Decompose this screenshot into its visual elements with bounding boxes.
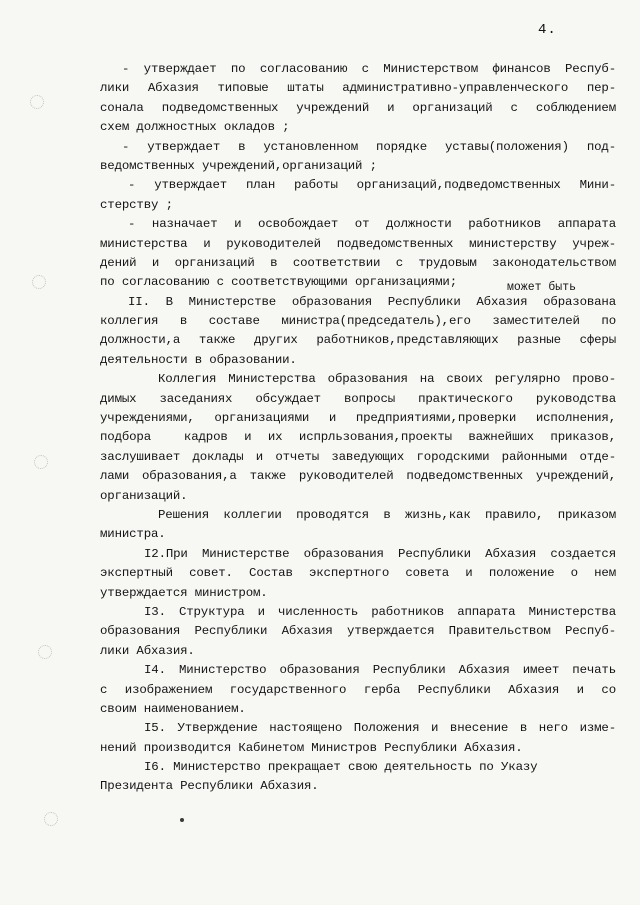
page-number: 4. xyxy=(538,22,557,38)
text-line: I6. Министерство прекращает свою деятельность по Указу xyxy=(144,760,538,775)
text-line: лами образования,а также руководителей подведомственных учреждений, xyxy=(100,469,616,484)
text-line: - утверждает план работы организаций,подведомственных Мини- xyxy=(128,178,616,193)
punch-hole-mark xyxy=(38,645,52,659)
text-line: должности,а также других работников,представляющих разные сферы xyxy=(100,333,616,348)
punch-hole-mark xyxy=(44,812,58,826)
text-line: заслушивает доклады и отчеты заведующих городскими районными отде- xyxy=(100,449,616,464)
handwritten-insertion-note: может быть xyxy=(507,281,577,294)
text-line: Решения коллегии проводятся в жизнь,как правило, приказом xyxy=(158,507,616,522)
text-line: деятельности в образовании. xyxy=(100,352,297,367)
text-line: экспертный совет. Состав экспертного совета и положение о нем xyxy=(100,566,616,581)
text-line: утверждается министром. xyxy=(100,585,268,600)
text-line: учреждениями, организациями и предприятиями,проверки исполнения, xyxy=(100,411,616,426)
text-line: организаций. xyxy=(100,488,188,503)
text-line: Президента Республики Абхазия. xyxy=(100,779,319,794)
text-line: I2.При Министерстве образования Республики Абхазия создается xyxy=(144,546,616,561)
punch-hole-mark xyxy=(32,275,46,289)
text-line: лики Абхазия. xyxy=(100,643,195,658)
text-line: образования Республики Абхазия утверждается Правительством Респуб- xyxy=(100,624,616,639)
text-line: I3. Структура и численность работников аппарата Министерства xyxy=(144,604,616,619)
text-line: стерству ; xyxy=(100,197,173,212)
text-line: лики Абхазия типовые штаты административно-управленческого пер- xyxy=(100,81,616,96)
text-line: с изображением государственного герба Республики Абхазия и со xyxy=(100,682,616,697)
text-line: димых заседаниях обсуждает вопросы практического руководства xyxy=(100,391,616,406)
text-line: - утверждает в установленном порядке уставы(положения) под- xyxy=(122,139,616,154)
text-line: дений и организаций в соответствии с трудовым законодательством xyxy=(100,255,616,270)
text-line: I5. Утверждение настоящено Положения и внесение в него изме- xyxy=(144,721,616,736)
text-line: Коллегия Министерства образования на своих регулярно прово- xyxy=(158,372,616,387)
text-line: - назначает и освобождает от должности работников аппарата xyxy=(128,217,616,232)
text-line: схем должностных окладов ; xyxy=(100,120,290,135)
text-line: коллегия в составе министра(председатель),его заместителей по xyxy=(100,314,616,329)
ink-dot xyxy=(180,818,184,822)
punch-hole-mark xyxy=(30,95,44,109)
text-line: министра. xyxy=(100,527,166,542)
text-line: по согласованию с соответствующими организациями; xyxy=(100,275,457,290)
text-line: II. В Министерстве образования Республики Абхазия образована xyxy=(128,294,616,309)
text-line: сонала подведомственных учреждений и организаций с соблюдением xyxy=(100,100,616,115)
document-body xyxy=(100,60,616,797)
text-line: министерства и руководителей подведомственных министерству учреж- xyxy=(100,236,616,251)
text-line: I4. Министерство образования Республики Абхазия имеет печать xyxy=(144,663,616,678)
text-line: ведомственных учреждений,организаций ; xyxy=(100,158,377,173)
punch-hole-mark xyxy=(34,455,48,469)
text-line: своим наименованием. xyxy=(100,701,246,716)
text-line: - утверждает по согласованию с Министерством финансов Респуб- xyxy=(122,62,616,76)
text-line: нений производится Кабинетом Министров Республики Абхазия. xyxy=(100,740,523,755)
text-line: подбора кадров и их испрльзования,проекты важнейших приказов, xyxy=(100,430,616,445)
